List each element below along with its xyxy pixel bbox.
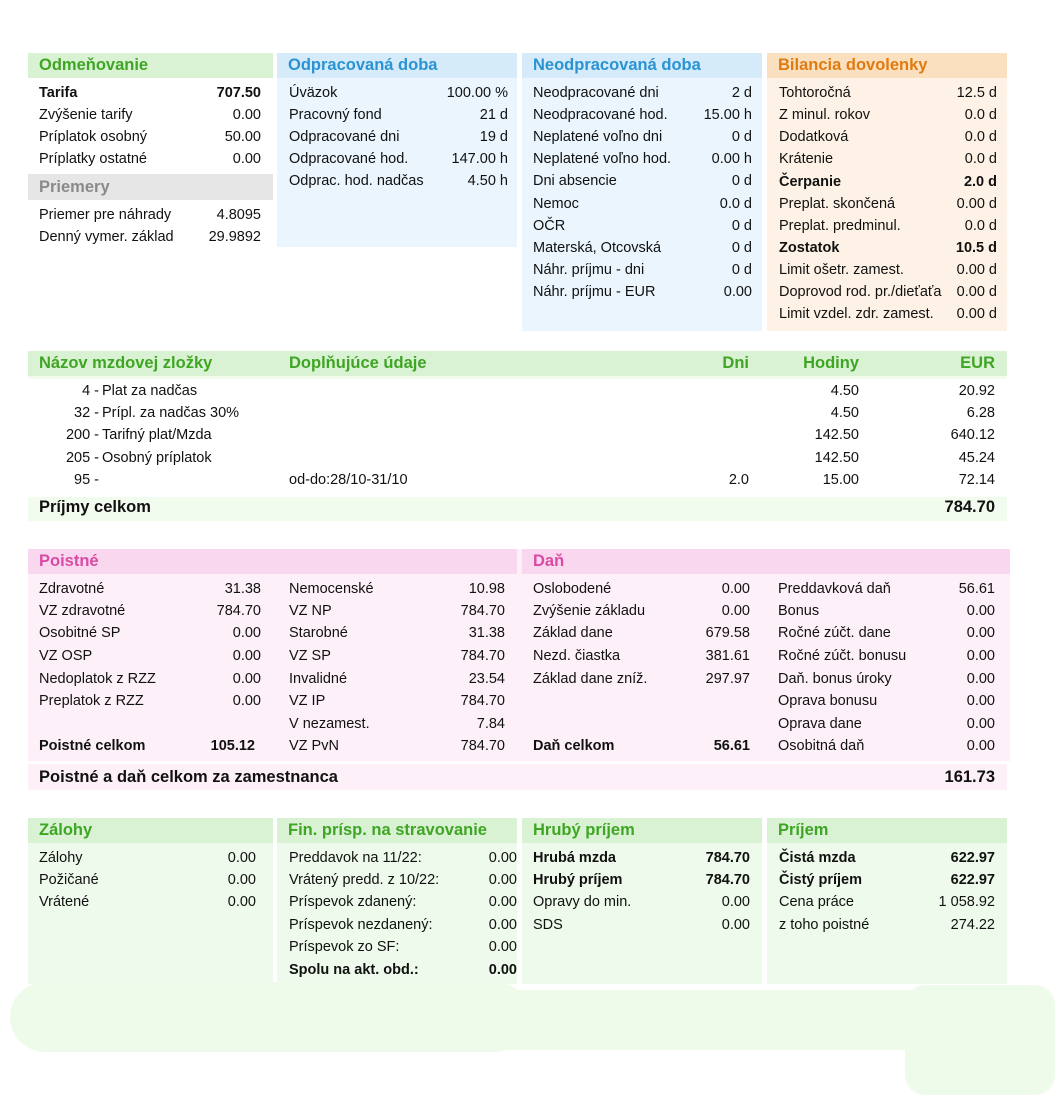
total-value: 784.70 <box>944 498 995 516</box>
row-value: 0.00 <box>488 872 517 888</box>
total-label: Poistné celkom <box>39 738 146 754</box>
z-minul-rokov-row <box>779 104 997 126</box>
row-label: Osobitná daň <box>778 738 865 754</box>
row-value: 15.00 h <box>703 107 752 123</box>
row-value: 784.70 <box>705 872 750 888</box>
nedoplatok-rzz-row <box>39 668 261 690</box>
col-extra-header: Doplňujúce údaje <box>289 354 427 372</box>
materska-otcovska-row <box>533 237 752 259</box>
row-value: 147.00 h <box>451 151 508 167</box>
row-code: 205 - <box>65 450 99 466</box>
col-hodiny-header: Hodiny <box>803 354 859 372</box>
osobitna-dan-row <box>778 735 995 757</box>
row-value: 0.00 <box>227 894 256 910</box>
row-label: z toho poistné <box>779 917 870 933</box>
row-label: Preplatok z RZZ <box>39 693 144 709</box>
row-label: Odpracované hod. <box>289 151 409 167</box>
row-value: 10.98 <box>468 581 505 597</box>
row-label: Nezd. čiastka <box>533 648 621 664</box>
prispevok-zdaneny-row <box>289 891 517 913</box>
row-label: Oprava bonusu <box>778 693 878 709</box>
dan-header <box>522 549 1010 574</box>
row-label: Hrubá mzda <box>533 850 616 866</box>
poistne-title: Poistné <box>39 552 99 570</box>
row-label: Starobné <box>289 625 348 641</box>
odpracovana-title: Odpracovaná doba <box>277 53 517 78</box>
row-value: 1 058.92 <box>938 894 995 910</box>
row-value: 0.00 <box>232 107 261 123</box>
row-value: 0.0 d <box>964 218 997 234</box>
row-name: Prípl. za nadčas 30% <box>102 405 240 421</box>
row-label: Materská, Otcovská <box>533 240 662 256</box>
row-value: 31.38 <box>468 625 505 641</box>
row-label: Neplatené voľno hod. <box>533 151 672 167</box>
row-value: 0.00 h <box>711 151 752 167</box>
row-label: Odpracované dni <box>289 129 400 145</box>
row-value: 0.00 <box>966 738 995 754</box>
row-label: Základ dane <box>533 625 613 641</box>
row-label: Cena práce <box>779 894 854 910</box>
prijmy-celkom-row <box>28 494 1007 520</box>
stravovanie-panel <box>277 818 517 984</box>
row-label: Bonus <box>778 603 820 619</box>
row-value: 0.00 <box>966 648 995 664</box>
row-value: 31.38 <box>224 581 261 597</box>
row-eur: 6.28 <box>966 405 995 421</box>
oslobodene-row <box>533 578 750 600</box>
row-dni: 2.0 <box>728 472 749 488</box>
row-label: Zostatok <box>779 240 840 256</box>
zaklad-dane-row <box>533 622 750 644</box>
row-value: 100.00 % <box>446 85 508 101</box>
row-value: 0.00 <box>721 917 750 933</box>
row-value: 0.00 <box>721 603 750 619</box>
row-value: 0.00 <box>232 648 261 664</box>
uvazok-row <box>289 82 508 104</box>
odmenovanie-title: Odmeňovanie <box>28 53 273 78</box>
row-value: 0.00 d <box>956 262 997 278</box>
row-label: Neodpracované hod. <box>533 107 668 123</box>
row-value: 0.0 d <box>964 107 997 123</box>
row-value: 0.00 <box>966 716 995 732</box>
odpracovana-panel <box>277 53 517 247</box>
table-row <box>28 447 1007 469</box>
row-value: 0.00 <box>488 962 517 978</box>
odpracovane-hod-row <box>289 148 508 170</box>
nahr-prijmu-dni-row <box>533 259 752 281</box>
table-row <box>28 380 1007 402</box>
nahr-prijmu-eur-row <box>533 281 752 303</box>
row-value: 0.0 d <box>964 151 997 167</box>
row-label: Hrubý príjem <box>533 872 623 888</box>
vz-np-row <box>289 600 505 622</box>
neodpracovane-hod-row <box>533 104 752 126</box>
row-code: 32 - <box>74 405 99 421</box>
row-value: 784.70 <box>460 603 505 619</box>
dodatkova-row <box>779 126 997 148</box>
table-row <box>28 424 1007 446</box>
invalidne-row <box>289 668 505 690</box>
row-label: Čistý príjem <box>779 872 862 888</box>
row-hodiny: 4.50 <box>830 383 859 399</box>
poistne-dan-section <box>28 549 1010 761</box>
zalohy-row <box>39 847 256 869</box>
row-label: Úväzok <box>289 85 338 101</box>
row-value: 784.70 <box>460 648 505 664</box>
vz-ip-row <box>289 690 505 712</box>
cerpanie-row <box>779 171 997 193</box>
bilancia-panel <box>767 53 1007 331</box>
odpracovane-dni-row <box>289 126 508 148</box>
preddavok-row <box>289 847 517 869</box>
row-label: Príplatok osobný <box>39 129 148 145</box>
tarifa-row <box>39 82 261 104</box>
table-row <box>28 469 1007 491</box>
row-value: 707.50 <box>216 85 261 101</box>
neodpracovana-panel <box>522 53 762 331</box>
odmenovanie-panel <box>28 53 273 346</box>
row-label: Zdravotné <box>39 581 105 597</box>
row-value: 784.70 <box>460 693 505 709</box>
row-eur: 20.92 <box>958 383 995 399</box>
row-label: Tarifa <box>39 85 78 101</box>
row-label: Preplat. skončená <box>779 196 896 212</box>
col-dni-header: Dni <box>722 354 749 372</box>
row-value: 23.54 <box>468 671 505 687</box>
col-name-header: Názov mzdovej zložky <box>39 354 213 372</box>
limit-vzdel-row <box>779 303 997 325</box>
row-value: 784.70 <box>216 603 261 619</box>
row-value: 679.58 <box>705 625 750 641</box>
row-label: Zálohy <box>39 850 83 866</box>
row-value: 274.22 <box>950 917 995 933</box>
row-eur: 45.24 <box>958 450 995 466</box>
row-label: Odprac. hod. nadčas <box>289 173 424 189</box>
row-value: 50.00 <box>224 129 261 145</box>
rocne-zuct-dane-row <box>778 622 995 644</box>
preplat-skoncena-row <box>779 193 997 215</box>
col-eur-header: EUR <box>960 354 995 372</box>
row-label: Príplatky ostatné <box>39 151 147 167</box>
hruby-panel <box>522 818 762 984</box>
row-value: 0.00 <box>232 671 261 687</box>
row-label: Pracovný fond <box>289 107 382 123</box>
row-name: Osobný príplatok <box>102 450 212 466</box>
bonus-row <box>778 600 995 622</box>
row-label: Vrátený predd. z 10/22: <box>289 872 440 888</box>
row-label: VZ NP <box>289 603 332 619</box>
row-value: 19 d <box>479 129 508 145</box>
total-value: 161.73 <box>944 768 995 786</box>
neplatene-volno-hod-row <box>533 148 752 170</box>
v-nezamest-row <box>289 713 505 735</box>
row-extra: od-do:28/10-31/10 <box>289 472 408 488</box>
row-value: 0.00 <box>232 625 261 641</box>
prijem-title: Príjem <box>767 818 1007 843</box>
row-label: Dodatková <box>779 129 849 145</box>
vz-zdravotne-row <box>39 600 261 622</box>
row-value: 0.0 d <box>719 196 752 212</box>
total-value: 105.12 <box>210 738 255 754</box>
zostatok-row <box>779 237 997 259</box>
row-label: Čistá mzda <box>779 850 856 866</box>
cena-prace-row <box>779 891 995 913</box>
row-label: Zvýšenie základu <box>533 603 646 619</box>
bilancia-title: Bilancia dovolenky <box>767 53 1007 78</box>
vratene-row <box>39 891 256 913</box>
row-label: Vrátené <box>39 894 90 910</box>
row-value: 0.00 <box>966 603 995 619</box>
hruby-prijem-row <box>533 869 750 891</box>
total-label: Poistné a daň celkom za zamestnanca <box>39 768 338 786</box>
zaklad-dane-zniz-row <box>533 668 750 690</box>
priplatky-ostatne-row <box>39 148 261 170</box>
row-value: 784.70 <box>460 738 505 754</box>
row-eur: 72.14 <box>958 472 995 488</box>
priemery-title: Priemery <box>28 174 273 200</box>
row-hodiny: 142.50 <box>814 427 859 443</box>
row-label: Nemoc <box>533 196 579 212</box>
row-label: Dni absencie <box>533 173 617 189</box>
vz-sp-row <box>289 645 505 667</box>
row-value: 0 d <box>731 173 752 189</box>
row-value: 0.00 <box>488 850 517 866</box>
row-value: 297.97 <box>705 671 750 687</box>
denny-vymer-zaklad-row <box>39 226 261 248</box>
row-label: Preddavok na 11/22: <box>289 850 422 866</box>
row-value: 0 d <box>731 218 752 234</box>
row-label: Náhr. príjmu - dni <box>533 262 645 278</box>
total-label: Príjmy celkom <box>39 498 151 516</box>
row-label: Náhr. príjmu - EUR <box>533 284 656 300</box>
redacted-area <box>905 985 1055 1095</box>
opravy-do-min-row <box>533 891 750 913</box>
row-label: Preddavková daň <box>778 581 891 597</box>
prispevok-sf-row <box>289 936 517 958</box>
row-label: Čerpanie <box>779 174 842 190</box>
prijem-panel <box>767 818 1007 984</box>
oprava-bonusu-row <box>778 690 995 712</box>
preddavkova-dan-row <box>778 578 995 600</box>
row-label: Ročné zúčt. bonusu <box>778 648 907 664</box>
dan-title: Daň <box>533 552 565 570</box>
osobitne-sp-row <box>39 622 261 644</box>
row-value: 56.61 <box>958 581 995 597</box>
row-value: 0.00 <box>721 581 750 597</box>
row-value: 0.00 d <box>956 306 997 322</box>
row-label: Daň. bonus úroky <box>778 671 892 687</box>
row-label: Základ dane zníž. <box>533 671 648 687</box>
rocne-zuct-bonusu-row <box>778 645 995 667</box>
row-label: VZ SP <box>289 648 331 664</box>
row-value: 0.00 <box>966 625 995 641</box>
zlozky-section <box>28 351 1007 521</box>
row-value: 0.00 <box>721 894 750 910</box>
zvysenie-zakladu-row <box>533 600 750 622</box>
nemocenske-row <box>289 578 505 600</box>
row-label: VZ PvN <box>289 738 339 754</box>
sds-row <box>533 914 750 936</box>
neodpracovane-dni-row <box>533 82 752 104</box>
row-value: 381.61 <box>705 648 750 664</box>
pracovny-fond-row <box>289 104 508 126</box>
row-value: 0.00 <box>488 894 517 910</box>
stravovanie-title: Fin. prísp. na stravovanie <box>277 818 517 843</box>
poistne-header <box>28 549 517 574</box>
row-label: Preplat. predminul. <box>779 218 901 234</box>
row-label: Príspevok zo SF: <box>289 939 400 955</box>
row-value: 10.5 d <box>955 240 997 256</box>
row-value: 622.97 <box>950 850 995 866</box>
total-label: Daň celkom <box>533 738 615 754</box>
row-value: 0 d <box>731 262 752 278</box>
nemoc-row <box>533 193 752 215</box>
neodpracovana-title: Neodpracovaná doba <box>522 53 762 78</box>
dan-bonus-uroky-row <box>778 668 995 690</box>
row-value: 0.00 d <box>956 196 997 212</box>
row-label: Limit vzdel. zdr. zamest. <box>779 306 934 322</box>
vz-pvn-row <box>289 735 505 757</box>
row-eur: 640.12 <box>950 427 995 443</box>
row-label: Príspevok zdanený: <box>289 894 417 910</box>
starobne-row <box>289 622 505 644</box>
row-value: 4.50 h <box>467 173 508 189</box>
row-label: VZ OSP <box>39 648 93 664</box>
redacted-area <box>200 990 990 1050</box>
row-value: 12.5 d <box>956 85 997 101</box>
row-name: Plat za nadčas <box>102 383 198 399</box>
row-code: 4 - <box>82 383 99 399</box>
row-label: Opravy do min. <box>533 894 632 910</box>
tohtorocna-row <box>779 82 997 104</box>
pozicane-row <box>39 869 256 891</box>
row-label: Ročné zúčt. dane <box>778 625 891 641</box>
vz-osp-row <box>39 645 261 667</box>
kratenie-row <box>779 148 997 170</box>
row-label: Priemer pre náhrady <box>39 207 172 223</box>
limit-osetr-row <box>779 259 997 281</box>
dni-absencie-row <box>533 170 752 192</box>
row-label: Nedoplatok z RZZ <box>39 671 156 687</box>
hruba-mzda-row <box>533 847 750 869</box>
row-label: Nemocenské <box>289 581 374 597</box>
row-label: Osobitné SP <box>39 625 121 641</box>
hruby-title: Hrubý príjem <box>522 818 762 843</box>
cista-mzda-row <box>779 847 995 869</box>
row-label: Z minul. rokov <box>779 107 871 123</box>
row-value: 4.8095 <box>216 207 261 223</box>
row-hodiny: 4.50 <box>830 405 859 421</box>
ocr-row <box>533 215 752 237</box>
dan-celkom-row <box>533 735 750 757</box>
row-value: 0.00 <box>227 872 256 888</box>
row-label: Príspevok nezdanený: <box>289 917 433 933</box>
row-value: 0.00 <box>966 671 995 687</box>
row-label: Spolu na akt. obd.: <box>289 962 419 978</box>
priplatok-osobny-row <box>39 126 261 148</box>
row-value: 0.00 d <box>956 284 997 300</box>
row-label: Zvýšenie tarify <box>39 107 133 123</box>
row-value: 0 d <box>731 129 752 145</box>
preplatok-rzz-row <box>39 690 261 712</box>
row-label: Neplatené voľno dni <box>533 129 663 145</box>
vrateny-predd-row <box>289 869 517 891</box>
row-name: Tarifný plat/Mzda <box>102 427 212 443</box>
row-label: OČR <box>533 218 566 234</box>
oprava-dane-row <box>778 713 995 735</box>
z-toho-poistne-row <box>779 914 995 936</box>
total-value: 56.61 <box>713 738 750 754</box>
row-label: Požičané <box>39 872 99 888</box>
row-value: 0 d <box>731 240 752 256</box>
row-hodiny: 15.00 <box>822 472 859 488</box>
row-label: Oprava dane <box>778 716 862 732</box>
priemer-nahrady-row <box>39 204 261 226</box>
poistne-celkom-row <box>39 735 255 757</box>
row-value: 0.00 <box>966 693 995 709</box>
row-value: 0.00 <box>488 939 517 955</box>
table-row <box>28 402 1007 424</box>
row-label: Doprovod rod. pr./dieťaťa <box>779 284 942 300</box>
zvysenie-tarify-row <box>39 104 261 126</box>
row-label: Limit ošetr. zamest. <box>779 262 904 278</box>
row-value: 7.84 <box>476 716 505 732</box>
row-value: 0.00 <box>723 284 752 300</box>
row-label: SDS <box>533 917 563 933</box>
doprovod-row <box>779 281 997 303</box>
row-label: V nezamest. <box>289 716 370 732</box>
odprac-hod-nadcas-row <box>289 170 508 192</box>
row-label: VZ zdravotné <box>39 603 126 619</box>
row-label: Invalidné <box>289 671 348 687</box>
row-label: Krátenie <box>779 151 834 167</box>
row-value: 622.97 <box>950 872 995 888</box>
row-hodiny: 142.50 <box>814 450 859 466</box>
zlozky-header-row <box>28 351 1007 376</box>
cisty-prijem-row <box>779 869 995 891</box>
preplat-predminul-row <box>779 215 997 237</box>
zalohy-title: Zálohy <box>28 818 273 843</box>
row-value: 784.70 <box>705 850 750 866</box>
row-label: Neodpracované dni <box>533 85 659 101</box>
neplatene-volno-dni-row <box>533 126 752 148</box>
row-value: 0.00 <box>227 850 256 866</box>
row-label: Oslobodené <box>533 581 612 597</box>
row-value: 2.0 d <box>963 174 997 190</box>
row-value: 0.00 <box>488 917 517 933</box>
row-value: 0.00 <box>232 151 261 167</box>
row-code: 95 - <box>74 472 99 488</box>
nezd-ciastka-row <box>533 645 750 667</box>
row-label: Denný vymer. základ <box>39 229 174 245</box>
row-value: 21 d <box>479 107 508 123</box>
row-label: VZ IP <box>289 693 326 709</box>
poistne-dan-total-row <box>28 764 1007 790</box>
row-label: Tohtoročná <box>779 85 851 101</box>
row-value: 2 d <box>731 85 752 101</box>
row-code: 200 - <box>65 427 99 443</box>
zalohy-panel <box>28 818 273 984</box>
row-value: 0.00 <box>232 693 261 709</box>
zdravotne-row <box>39 578 261 600</box>
spolu-akt-obd-row <box>289 959 517 981</box>
prispevok-nezdaneny-row <box>289 914 517 936</box>
row-value: 29.9892 <box>208 229 261 245</box>
row-value: 0.0 d <box>964 129 997 145</box>
